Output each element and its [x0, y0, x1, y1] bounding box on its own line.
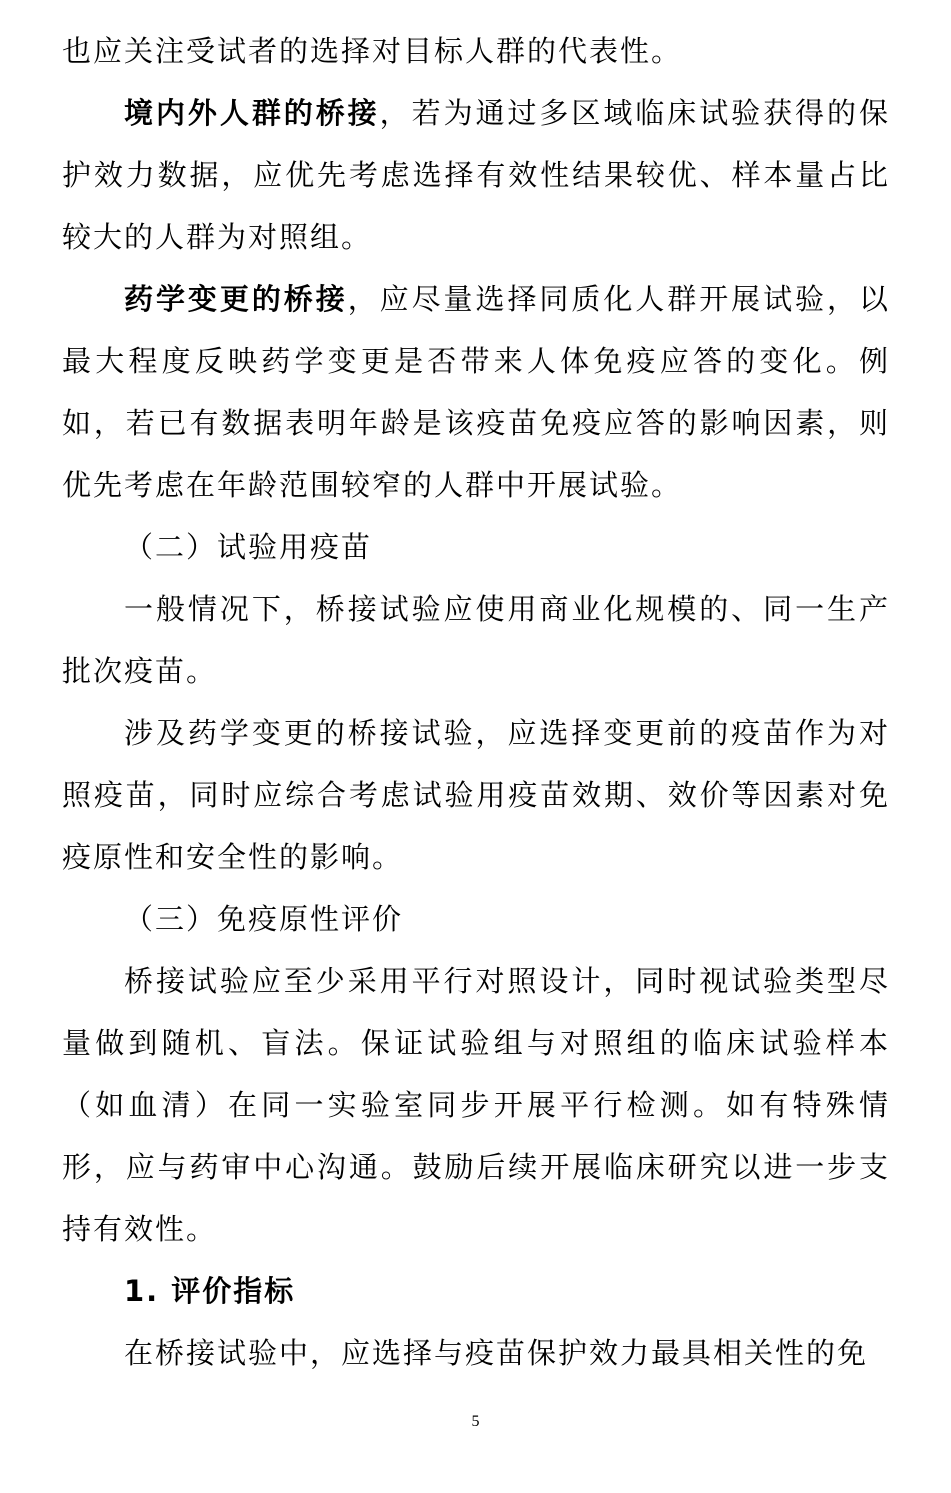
page-number: 5: [471, 1413, 480, 1430]
subsection-heading-evaluation-indicators: 1. 评价指标: [124, 1274, 296, 1308]
bold-lead-pharma-change-bridging: 药学变更的桥接: [124, 282, 348, 316]
section-heading-immunogenicity: （三）免疫原性评价: [124, 902, 404, 936]
paragraph-commercial-batch: 一般情况下，桥接试验应使用商业化规模的、同一生产批次疫苗。: [62, 592, 890, 688]
paragraph-parallel-design: 桥接试验应至少采用平行对照设计，同时视试验类型尽量做到随机、盲法。保证试验组与对照组的临床试验样本（如血清）在同一实验室同步开展平行检测。如有特殊情形，应与药审中心沟通。鼓励后续开展临床研究以进一步支持有效性。: [62, 964, 890, 1246]
bold-lead-population-bridging: 境内外人群的桥接: [124, 96, 380, 130]
paragraph-population-bridging: [62, 82, 890, 268]
paragraph-continuation: 也应关注受试者的选择对目标人群的代表性。: [62, 34, 683, 68]
paragraph-pharma-change-bridging: [62, 268, 890, 516]
document-body: [62, 20, 890, 1384]
section-heading-trial-vaccine: （二）试验用疫苗: [124, 530, 373, 564]
paragraph-control-vaccine: 涉及药学变更的桥接试验，应选择变更前的疫苗作为对照疫苗，同时应综合考虑试验用疫苗效期、效价等因素对免疫原性和安全性的影响。: [62, 716, 890, 874]
paragraph-indicator-selection: 在桥接试验中，应选择与疫苗保护效力最具相关性的免: [124, 1336, 869, 1370]
paragraph-text: ，应尽量选择同质化人群开展试验，以最大程度反映药学变更是否带来人体免疫应答的变化。例如，若已有数据表明年龄是该疫苗免疫应答的影响因素，则优先考虑在年龄范围较窄的人群中开展试验。: [62, 282, 890, 502]
paragraph-text: ，若为通过多区域临床试验获得的保护效力数据，应优先考虑选择有效性结果较优、样本量占比较大的人群为对照组。: [62, 96, 890, 254]
